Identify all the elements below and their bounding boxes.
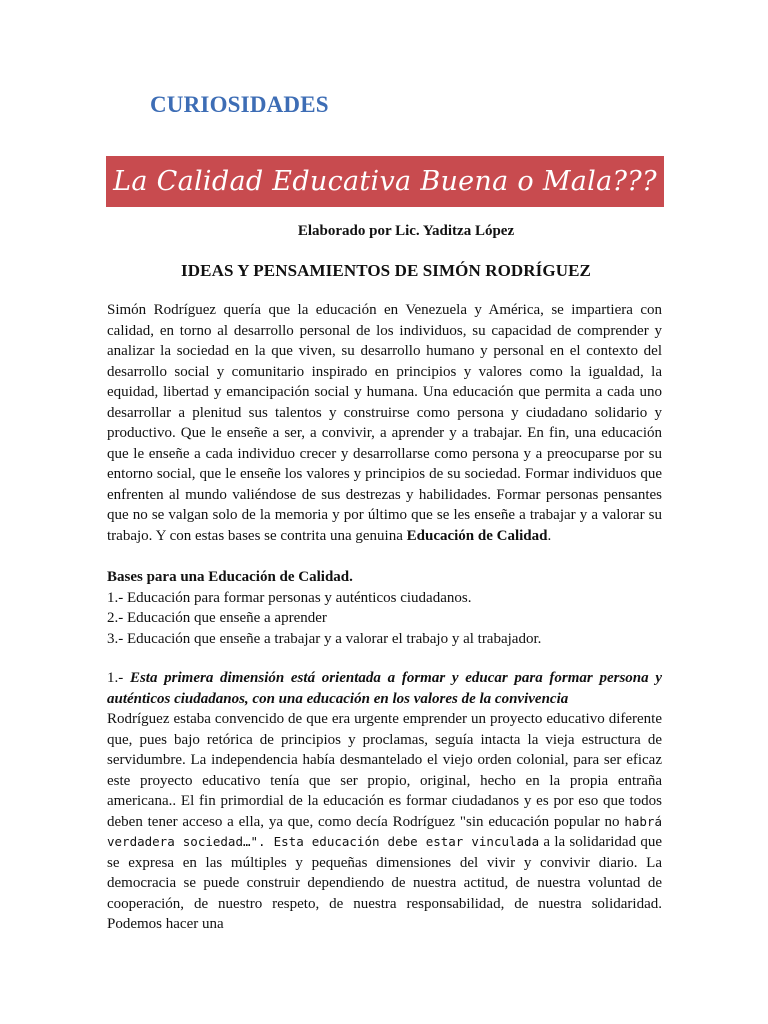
main-heading: IDEAS Y PENSAMIENTOS DE SIMÓN RODRÍGUEZ: [181, 261, 591, 280]
dimension-body: [107, 709, 662, 935]
section-label: CURIOSIDADES: [150, 92, 329, 117]
dimension-text-b: a la solidaridad que se expresa en las múltiples y pequeñas dimensiones del vivir y convivir diario. La democracia se puede construir dependiendo de nuestra actitud, de nuestra voluntad de cooperación, de nuestro respeto, de nuestra responsabilidad, de nuestra solidaridad. Podemos hacer una: [107, 834, 662, 932]
author-line: [0, 223, 768, 240]
dimension-lead-line: [107, 668, 662, 709]
intro-bold-phrase: Educación de Calidad: [406, 527, 548, 544]
title-banner: [106, 156, 664, 207]
bases-item: 2.- Educación que enseñe a aprender: [107, 610, 327, 626]
bases-item: 1.- Educación para formar personas y auténticos ciudadanos.: [107, 589, 472, 606]
dimension-text-a: Rodríguez estaba convencido de que era urgente emprender un proyecto educativo diferente que, pues bajo retórica de principios y proclamas, seguía intacta la vieja estructura de servidumbre. La independencia había desmantelado el viejo orden colonial, para ser eficaz este proyecto educativo tenía que ser propio, original, hecho en la propia entraña americana.. El fin primordial de la educación es formar ciudadanos y es por eso que todos deben tener acceso a ella, ya que, como decía Rodríguez "sin educación popular no: [107, 711, 662, 830]
intro-tail: .: [547, 527, 552, 544]
intro-text: Simón Rodríguez quería que la educación en Venezuela y América, se impartiera con calidad, en torno al desarrollo personal de los individuos, su capacidad de comprender y analizar la sociedad en la que viven, su desarrollo humano y personal en el contexto del desarrollo social y comunitario inspirado en principios y valores como la igualdad, la equidad, libertad y emancipación social y humana. Una educación que permita a cada uno desarrollar a plenitud sus talentos y construirse como persona y ciudadano solidario y productivo. Que le enseñe a ser, a convivir, a aprender y a trabajar. En fin, una educación que le enseñe a cada individuo crecer y desarrollarse como persona y a preocuparse por su entorno social, que le enseñe los valores y principios de su sociedad. Formar individuos que enfrenten al mundo valiéndose de sus destrezas y habilidades. Formar personas pensantes que no se valgan solo de la memoria y por último que se les enseñe a trabajar y a valorar su trabajo. Y con estas bases se contrita una genuina: [107, 302, 662, 544]
bases-title: Bases para una Educación de Calidad.: [107, 569, 353, 585]
author-text: Elaborado por Lic. Yaditza López: [297, 223, 515, 239]
banner-title: La Calidad Educativa Buena o Mala???: [113, 166, 657, 197]
bases-item: 3.- Educación que enseñe a trabajar y a valorar el trabajo y al trabajador.: [107, 630, 542, 647]
dimension-number: 1.-: [107, 670, 130, 686]
intro-paragraph: [107, 300, 662, 546]
bases-list: [107, 567, 662, 649]
dimension-quote-mono: habrá verdadera sociedad…". Esta educación debe estar vinculada: [107, 813, 662, 849]
dimension-section: [107, 668, 662, 935]
dimension-lead: Esta primera dimensión está orientada a formar y educar para formar persona y auténticos ciudadanos, con una educación en los valores de la convivencia: [107, 670, 662, 707]
